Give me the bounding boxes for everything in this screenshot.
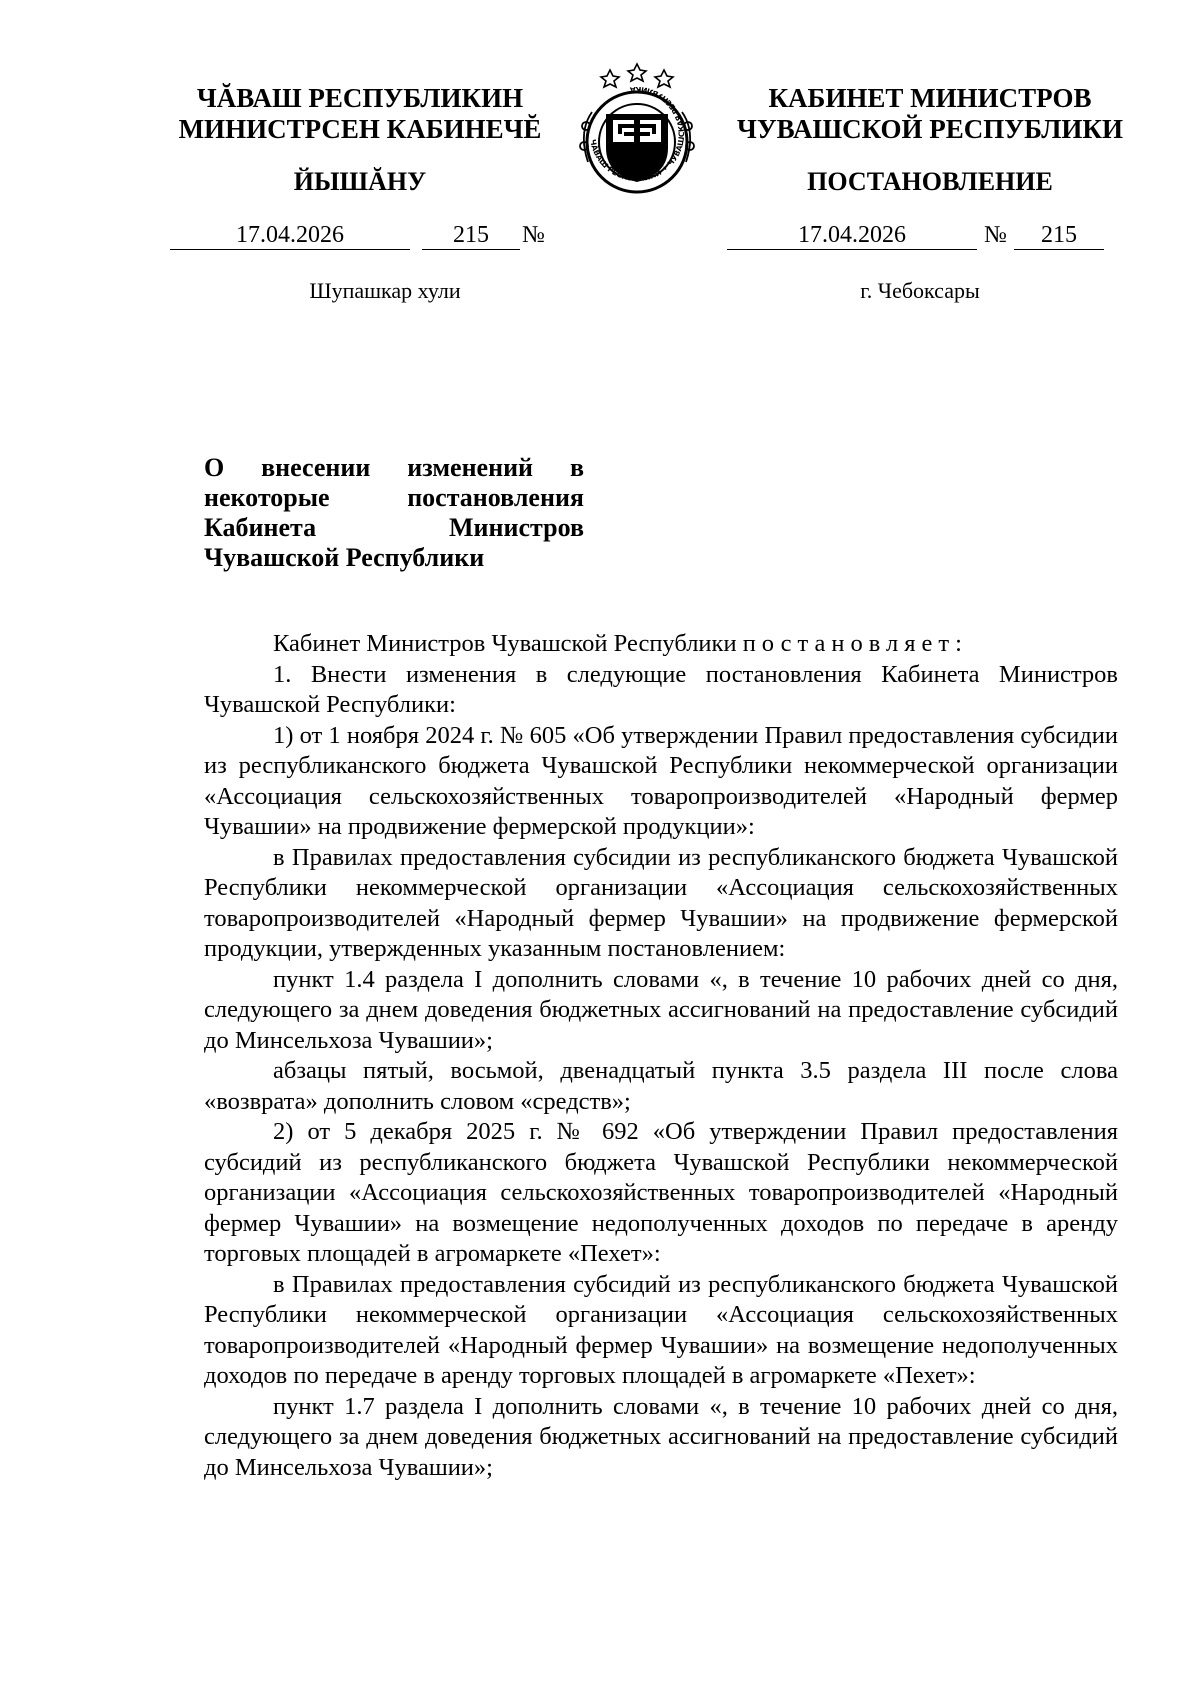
body-paragraph: пункт 1.7 раздела I дополнить словами «, в течение 10 рабочих дней со дня, следующего за днем доведения бюджетных ассигнований на предоставление субсидий до Минсельхоза Чувашии»;: [204, 1392, 1118, 1481]
intro-verb: постановляет:: [742, 630, 968, 657]
body-paragraph: пункт 1.4 раздела I дополнить словами «, в течение 10 рабочих дней со дня, следующего за днем доведения бюджетных ассигнований на предоставление субсидий до Минсельхоза Чувашии»;: [204, 965, 1118, 1054]
number-left: 215: [422, 222, 520, 250]
doc-type-left: ЙЫШĂНУ: [293, 167, 427, 196]
header-left-title: [150, 83, 570, 145]
header-left-line1: ЧĂВАШ РЕСПУБЛИКИН: [196, 83, 524, 113]
intro-paragraph: [204, 629, 1118, 660]
number-right: 215: [1014, 222, 1104, 250]
body-paragraph: в Правилах предоставления субсидий из республиканского бюджета Чувашской Республики некоммерческой организации «Ассоциация сельскохозяйственных товаропроизводителей «Народный фермер Чувашии» на возмещение недополученных доходов по передаче в аренду торговых площадей в агромаркете «Пехет»:: [204, 1270, 1118, 1389]
header-left-line2: МИНИСТРСЕН КАБИНЕЧĔ: [178, 114, 542, 144]
number-sign-right: №: [984, 222, 1007, 248]
doc-type-right: ПОСТАНОВЛЕНИЕ: [807, 167, 1053, 196]
document-body: [204, 629, 1118, 1483]
document-subject: О внесении изменений в некоторые постановления Кабинета Министров Чувашской Республики: [204, 453, 584, 572]
coat-of-arms-emblem: [568, 62, 706, 202]
place-right: г. Чебоксары: [860, 278, 980, 303]
date-right: 17.04.2026: [727, 222, 977, 250]
emblem-ring-text: ЧĂВАШ РЕСПУБЛИКИ ✦ ЧУВАШСКАЯ РЕСПУБЛИКА: [588, 84, 687, 184]
date-left: 17.04.2026: [170, 222, 410, 250]
header-right-line2: ЧУВАШСКОЙ РЕСПУБЛИКИ: [737, 114, 1123, 144]
header-right-title: [710, 83, 1150, 145]
body-paragraph: 2) от 5 декабря 2025 г. № 692 «Об утверждении Правил предоставления субсидий из республиканского бюджета Чувашской Республики некоммерческой организации «Ассоциация сельскохозяйственных товаропроизводителей «Народный фермер Чувашии» на возмещение недополученных доходов по передаче в аренду торговых площадей в агромаркете «Пехет»:: [204, 1118, 1118, 1267]
number-sign-left: №: [522, 222, 545, 248]
body-paragraph: 1. Внести изменения в следующие постановления Кабинета Министров Чувашской Республики:: [204, 660, 1118, 718]
place-left: Шупашкар хули: [309, 278, 461, 303]
header-right-line1: КАБИНЕТ МИНИСТРОВ: [768, 83, 1092, 113]
body-paragraph: абзацы пятый, восьмой, двенадцатый пункта 3.5 раздела III после слова «возврата» дополнить словом «средств»;: [204, 1057, 1118, 1115]
body-paragraph: в Правилах предоставления субсидии из республиканского бюджета Чувашской Республики некоммерческой организации «Ассоциация сельскохозяйственных товаропроизводителей «Народный фермер Чувашии» на продвижение фермерской продукции, утвержденных указанным постановлением:: [204, 843, 1118, 962]
intro-lead: Кабинет Министров Чувашской Республики: [273, 630, 737, 657]
body-paragraph: 1) от 1 ноября 2024 г. № 605 «Об утверждении Правил предоставления субсидии из республиканского бюджета Чувашской Республики некоммерческой организации «Ассоциация сельскохозяйственных товаропроизводителей «Народный фермер Чувашии» на продвижение фермерской продукции»:: [204, 721, 1118, 840]
